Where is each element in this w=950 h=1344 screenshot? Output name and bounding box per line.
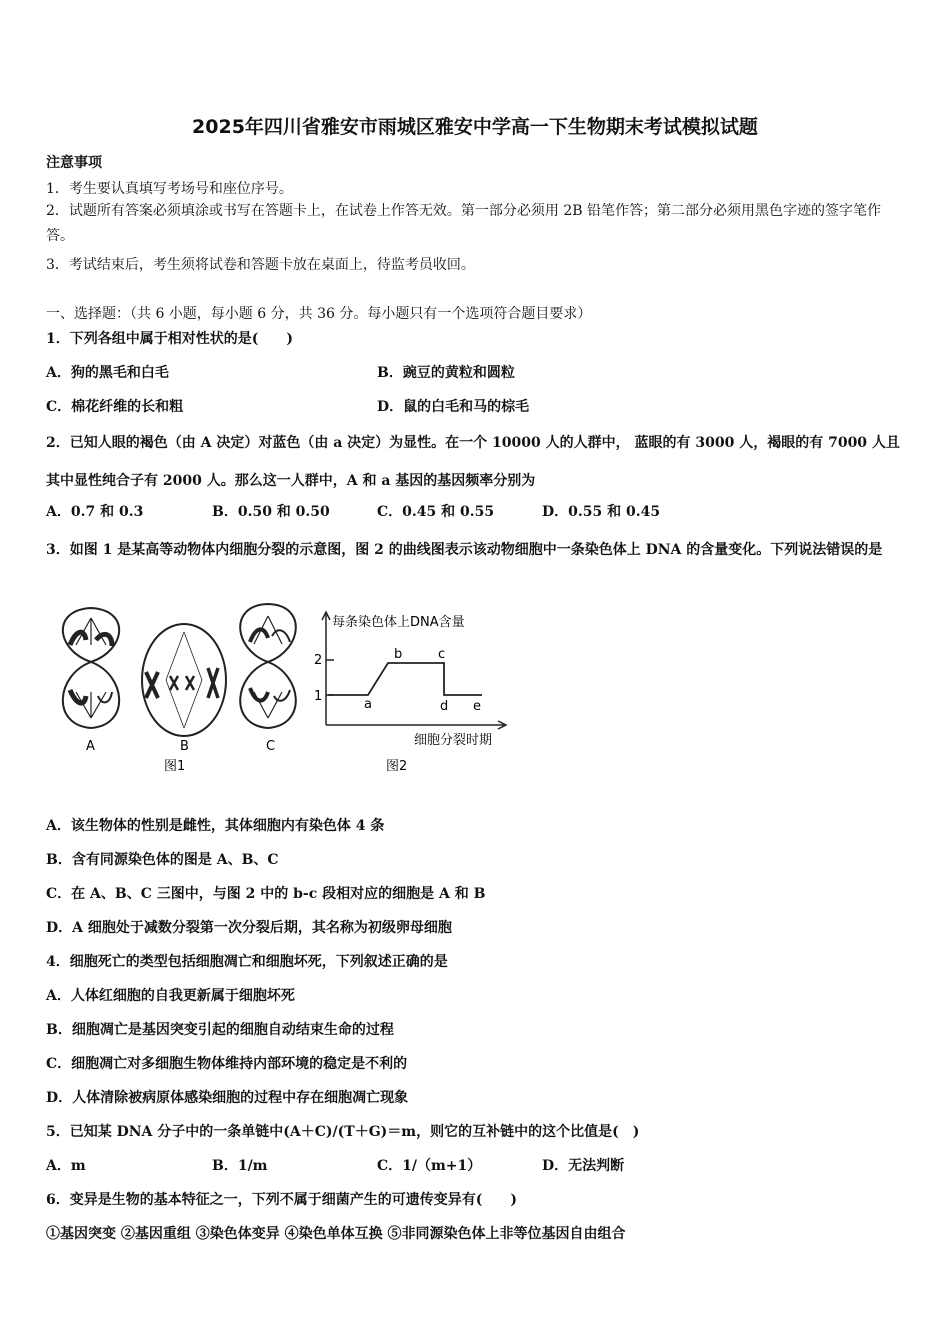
q4-option-c: C．细胞凋亡对多细胞生物体维持内部环境的稳定是不利的 xyxy=(46,1056,408,1072)
q6-list: ①基因突变 ②基因重组 ③染色体变异 ④染色单体互换 ⑤非同源染色体上非等位基因自由组合 xyxy=(46,1226,626,1242)
q4-option-d: D．人体清除被病原体感染细胞的过程中存在细胞凋亡现象 xyxy=(46,1090,409,1106)
q4-stem: 4．细胞死亡的类型包括细胞凋亡和细胞坏死，下列叙述正确的是 xyxy=(46,954,448,970)
q4-option-b: B．细胞凋亡是基因突变引起的细胞自动结束生命的过程 xyxy=(46,1022,394,1038)
graph-xlabel: 细胞分裂时期 xyxy=(414,733,493,748)
q2-option-c: C．0.45 和 0.55 xyxy=(377,504,495,520)
q3-figure xyxy=(46,600,516,780)
notice-item-1: 1．考生要认真填写考场号和座位序号。 xyxy=(46,181,293,197)
q3-option-a: A．该生物体的性别是雌性，其体细胞内有染色体 4 条 xyxy=(46,818,385,834)
fig1-caption: 图1 xyxy=(164,759,186,774)
notice-item-3: 3．考试结束后，考生须将试卷和答题卡放在桌面上，待监考员收回。 xyxy=(46,257,475,273)
q5-option-a: A．m xyxy=(46,1158,86,1174)
q1-option-a: A．狗的黑毛和白毛 xyxy=(46,365,169,381)
point-label-c: c xyxy=(438,647,446,662)
ytick-label-2: 2 xyxy=(314,653,323,668)
dna-content-curve xyxy=(328,663,482,695)
q5-option-d: D．无法判断 xyxy=(542,1158,625,1174)
graph-ylabel: 每条染色体上DNA含量 xyxy=(332,615,465,630)
point-label-a: a xyxy=(364,697,372,712)
section-heading: 一、选择题：（共 6 小题，每小题 6 分，共 36 分。每小题只有一个选项符合题目要求） xyxy=(46,306,592,322)
q1-stem: 1．下列各组中属于相对性状的是( ) xyxy=(46,331,293,347)
point-label-b: b xyxy=(394,647,403,662)
q4-option-a: A．人体红细胞的自我更新属于细胞坏死 xyxy=(46,988,295,1004)
q2-option-d: D．0.55 和 0.45 xyxy=(542,504,661,520)
point-label-d: d xyxy=(440,699,449,714)
q3-option-b: B．含有同源染色体的图是 A、B、C xyxy=(46,852,279,868)
q5-option-b: B．1/m xyxy=(212,1158,268,1174)
q3-stem: 3．如图 1 是某高等动物体内细胞分裂的示意图，图 2 的曲线图表示该动物细胞中一条染色体上 DNA 的含量变化。下列说法错误的是 xyxy=(46,542,883,558)
q1-option-d: D．鼠的白毛和马的棕毛 xyxy=(377,399,530,415)
q1-option-b: B．豌豆的黄粒和圆粒 xyxy=(377,365,515,381)
q3-option-c: C．在 A、B、C 三图中，与图 2 中的 b-c 段相对应的细胞是 A 和 B xyxy=(46,886,486,902)
fig2-caption: 图2 xyxy=(386,759,408,774)
q6-stem: 6．变异是生物的基本特征之一，下列不属于细菌产生的可遗传变异有( ) xyxy=(46,1192,517,1208)
ytick-label-1: 1 xyxy=(314,689,323,704)
cell-label-c: C xyxy=(266,739,276,754)
q5-stem: 5．已知某 DNA 分子中的一条单链中(A＋C)/(T＋G)＝m，则它的互补链中的这个比值是( ) xyxy=(46,1124,640,1140)
cell-a-diagram xyxy=(63,608,119,728)
cell-label-b: B xyxy=(180,739,189,754)
point-label-e: e xyxy=(473,699,481,714)
notice-heading: 注意事项 xyxy=(46,155,102,171)
cell-c-diagram xyxy=(240,604,296,728)
q2-option-a: A．0.7 和 0.3 xyxy=(46,504,144,520)
cell-label-a: A xyxy=(86,739,95,754)
q2-stem: 2．已知人眼的褐色（由 A 决定）对蓝色（由 a 决定）为显性。在一个 10000 人的人群中， 蓝眼的有 3000 人，褐眼的有 7000 人且其中显性纯合子有 2000 人。那么这一人群中，A 和 a 基因的基因频率分别为 xyxy=(46,435,900,489)
cell-b-diagram xyxy=(142,624,226,736)
q5-option-c: C．1/（m+1） xyxy=(377,1158,482,1174)
q2-option-b: B．0.50 和 0.50 xyxy=(212,504,330,520)
q1-option-c: C．棉花纤维的长和粗 xyxy=(46,399,184,415)
page-title: 2025年四川省雅安市雨城区雅安中学高一下生物期末考试模拟试题 xyxy=(192,116,758,138)
q3-option-d: D．A 细胞处于减数分裂第一次分裂后期，其名称为初级卵母细胞 xyxy=(46,920,452,936)
notice-item-2: 2．试题所有答案必须填涂或书写在答题卡上，在试卷上作答无效。第一部分必须用 2B 铅笔作答；第二部分必须用黑色字迹的签字笔作答。 xyxy=(46,203,881,244)
